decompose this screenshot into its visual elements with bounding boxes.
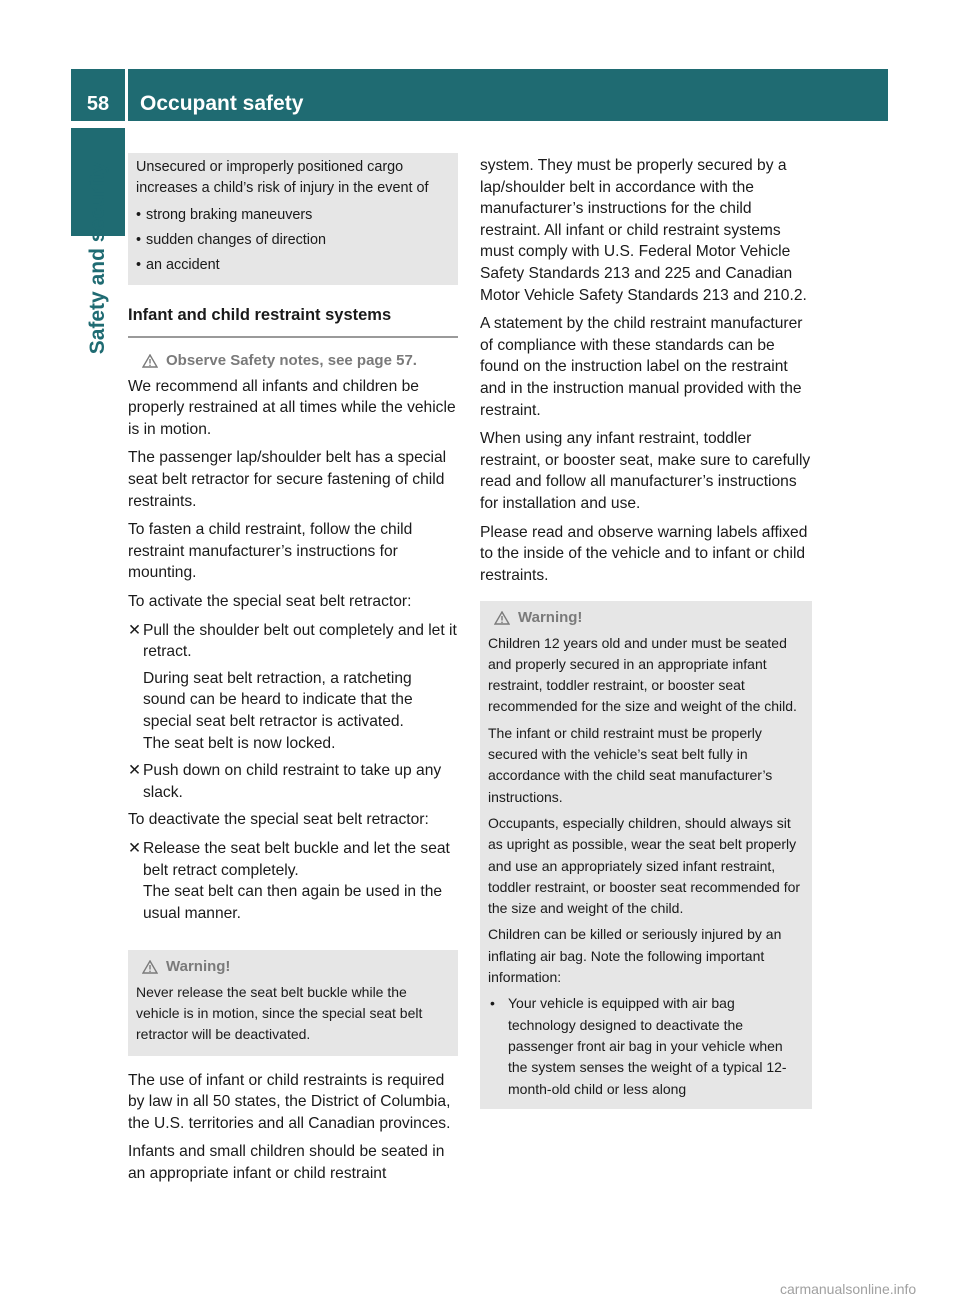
paragraph: To fasten a child restraint, follow the child restraint manufacturer’s instructions for mounting. — [128, 521, 413, 582]
warning-text: Children 12 years old and under must be seated and properly secured in an appropriate infant restraint, toddler restraint, or booster seat recommended for the size and weight of the child. — [488, 634, 797, 715]
warning-title: Warning! — [518, 609, 583, 627]
list-item: • strong braking maneuvers — [136, 205, 450, 226]
paragraph: Please read and observe warning labels affixed to the inside of the vehicle and to infant or child restraints. — [480, 523, 808, 584]
warning-text: Never release the seat belt buckle while the vehicle is in motion, since the special seat belt retractor will be deactivated. — [136, 983, 423, 1043]
warning-box — [480, 601, 812, 1109]
section-heading: Infant and child restraint systems — [128, 305, 458, 338]
paragraph: A statement by the child restraint manufacturer of compliance with these standards can be found on the instruction label on the restraint and in the instruction manual provided with the restraint. — [480, 315, 803, 419]
paragraph: The use of infant or child restraints is required by law in all 50 states, the District of Columbia, the U.S. territories and all Canadian provinces. — [128, 1071, 451, 1132]
observe-safety-link[interactable]: Observe Safety notes, see page 57. — [166, 352, 417, 370]
step-arrow-icon: ✕ — [128, 621, 142, 639]
observe-safety-note — [128, 350, 458, 372]
header-divider — [125, 69, 128, 121]
left-column — [128, 153, 458, 1191]
bullet-mark: • — [136, 231, 142, 248]
instruction-step: ✕ Pull the shoulder belt out completely and let it retract. During seat belt retraction, a ratcheting sound can be heard to indicate that the special seat belt retractor is activated. The seat belt is now locked. — [128, 621, 457, 752]
list-item: • an accident — [136, 255, 450, 276]
instruction-step: ✕ Release the seat belt buckle and let the seat belt retract completely. The seat belt can then again be used in the usual manner. — [128, 839, 450, 922]
watermark: carmanualsonline.info — [780, 1281, 917, 1297]
warning-text: Occupants, especially children, should always sit as upright as possible, wear the seat belt properly and use an appropriately sized infant restraint, toddler restraint, or booster seat recommended for the size and weight of the child. — [488, 814, 801, 917]
right-column — [480, 155, 812, 1109]
paragraph: We recommend all infants and children be properly restrained at all times while the vehicle is in motion. — [128, 377, 456, 438]
warning-triangle-icon — [142, 354, 158, 368]
cargo-note-intro: Unsecured or improperly positioned cargo increases a child’s risk of injury in the event of — [136, 159, 429, 197]
paragraph: To activate the special seat belt retractor: — [128, 593, 412, 611]
warning-text: The infant or child restraint must be properly secured with the vehicle’s seat belt fully in accordance with the child seat manufacturer’s instructions. — [488, 724, 773, 805]
list-item: • Your vehicle is equipped with air bag technology designed to deactivate the passenger front air bag in your vehicle when the system senses the weight of a typical 12-month-old child or less along — [490, 995, 787, 1097]
list-item: • sudden changes of direction — [136, 230, 450, 251]
step-arrow-icon: ✕ — [128, 762, 142, 780]
instruction-step: ✕ Push down on child restraint to take up any slack. — [128, 762, 442, 801]
paragraph: When using any infant restraint, toddler restraint, or booster seat, make sure to carefully read and follow all manufacturer’s instructions for installation and use. — [480, 430, 811, 512]
warning-box — [128, 950, 458, 1055]
bullet-mark: • — [490, 995, 495, 1012]
paragraph: Infants and small children should be seated in an appropriate infant or child restraint — [128, 1143, 445, 1182]
warning-text: Children can be killed or seriously injured by an inflating air bag. Note the following important information: — [488, 926, 782, 986]
bullet-mark: • — [136, 206, 142, 223]
warning-triangle-icon — [494, 611, 510, 625]
step-arrow-icon: ✕ — [128, 839, 142, 857]
paragraph: The passenger lap/shoulder belt has a special seat belt retractor for secure fastening of child restraints. — [128, 449, 447, 510]
bullet-mark: • — [136, 257, 142, 274]
side-section-label: Safety and security — [86, 161, 109, 355]
warning-title: Warning! — [166, 958, 231, 976]
paragraph: system. They must be properly secured by a lap/shoulder belt in accordance with the manufacturer’s instructions for the child restraint. All infant or child restraint systems must comply with U.S. Federal Motor Vehicle Safety Standards 213 and 225 and Canadian Motor Vehicle Safety Standards 213 and 210.2. — [480, 157, 807, 304]
warning-triangle-icon — [142, 960, 158, 974]
chapter-title: Occupant safety — [140, 92, 304, 115]
cargo-note-box — [128, 153, 458, 285]
page-number: 58 — [86, 93, 110, 115]
paragraph: To deactivate the special seat belt retractor: — [128, 811, 429, 829]
